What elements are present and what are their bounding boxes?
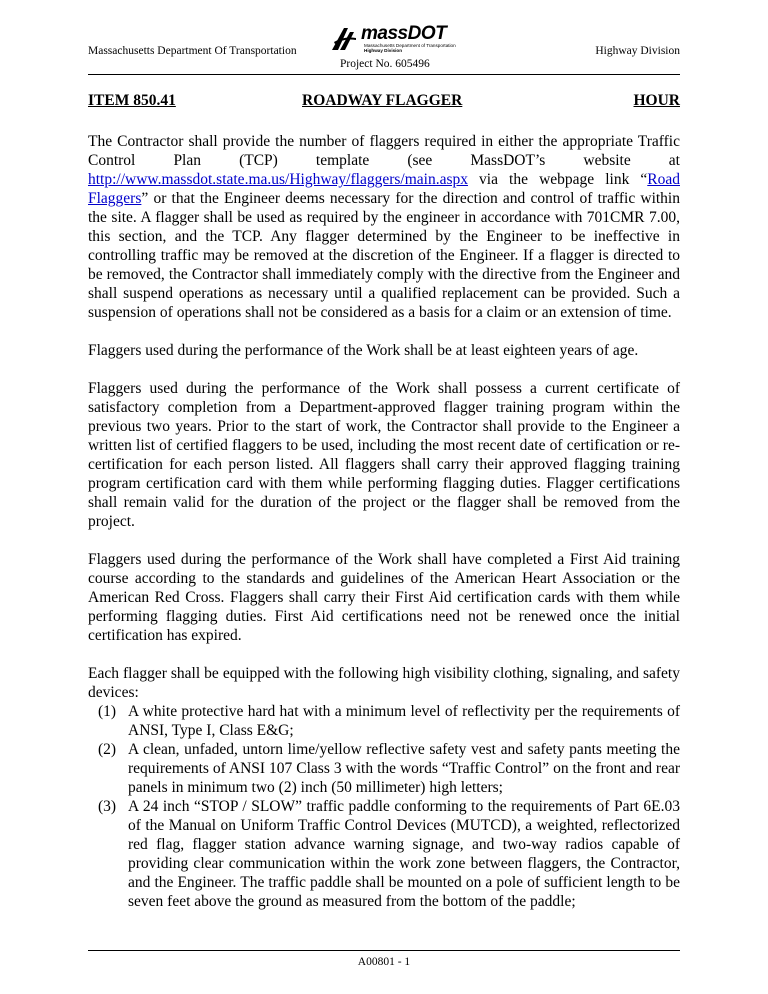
logo-division: Highway Division bbox=[364, 48, 403, 53]
paragraph-flagger-requirements bbox=[88, 132, 680, 322]
item-number: ITEM 850.41 bbox=[88, 92, 176, 109]
massdot-logo bbox=[316, 24, 476, 54]
header-agency: Massachusetts Department Of Transportation bbox=[88, 45, 297, 57]
list-item bbox=[88, 702, 680, 740]
paragraph-text: via the webpage link “ bbox=[467, 171, 648, 188]
list-item bbox=[88, 797, 680, 911]
list-text: A white protective hard hat with a minimum level of reflectivity per the requirements of ANSI, Type I, Class E&G; bbox=[128, 703, 680, 739]
item-unit: HOUR bbox=[633, 92, 680, 109]
list-number: (1) bbox=[98, 703, 117, 720]
list-number: (2) bbox=[98, 741, 117, 758]
header-division: Highway Division bbox=[595, 45, 680, 57]
footer-divider bbox=[88, 950, 680, 951]
logo-subtitle: Massachusetts Department of Transportation bbox=[364, 43, 456, 48]
equipment-list bbox=[88, 702, 680, 911]
paragraph-text: ” or that the Engineer deems necessary for the direction and control of traffic within the site. A flagger shall be used as required by the engineer in accordance with 701CMR 7.00, this section, and the TCP. Any flagger determined by the Engineer to be ineffective in controlling traffic may be removed at the discretion of the Engineer. If a flagger is directed to be removed, the Contractor shall immediately comply with the directive from the Engineer and shall suspend operations as necessary until a qualified replacement can be provided. Such a suspension of operations shall not be considered as a basis for a claim or an extension of time. bbox=[88, 190, 680, 321]
road-flaggers-link[interactable]: Road Flaggers bbox=[88, 171, 680, 207]
header-divider bbox=[88, 74, 680, 75]
paragraph-text: The Contractor shall provide the number of flaggers required in either the appropriate Traffic Control Plan (TCP) template (see MassDOT’s website at bbox=[88, 133, 680, 169]
paragraph-first-aid: Flaggers used during the performance of the Work shall have completed a First Aid training course according to the standards and guidelines of the American Heart Association or the American Red Cross. Flaggers shall carry their First Aid certification cards with them while performing flagging duties. First Aid certifications need not be renewed once the initial certification has expired. bbox=[88, 551, 680, 644]
list-text: A clean, unfaded, untorn lime/yellow reflective safety vest and safety pants meeting the requirements of ANSI 107 Class 3 with the words “Traffic Control” on the front and rear panels in minimum two (2) inch (50 millimeter) high letters; bbox=[128, 741, 680, 796]
item-heading bbox=[88, 92, 680, 112]
list-item bbox=[88, 740, 680, 797]
logo-wordmark: massDOT bbox=[361, 23, 447, 44]
flaggers-url-link[interactable]: http://www.massdot.state.ma.us/Highway/flaggers/main.aspx bbox=[88, 171, 468, 188]
list-text: A 24 inch “STOP / SLOW” traffic paddle conforming to the requirements of Part 6E.03 of the Manual on Uniform Traffic Control Devices (MUTCD), a weighted, reflectorized red flag, flagger station advance warning signage, and two-way radios capable of providing clear communication within the work zone between flaggers, the Contractor, and the Engineer. The traffic paddle shall be mounted on a pole of sufficient length to be seven feet above the ground as measured from the bottom of the paddle; bbox=[128, 798, 680, 910]
document-body bbox=[88, 132, 680, 911]
list-number: (3) bbox=[98, 798, 117, 815]
paragraph-equipment-intro: Each flagger shall be equipped with the following high visibility clothing, signaling, and safety devices: bbox=[88, 665, 680, 701]
item-title: ROADWAY FLAGGER bbox=[302, 92, 463, 109]
project-number: Project No. 605496 bbox=[340, 58, 430, 70]
paragraph-certification: Flaggers used during the performance of the Work shall possess a current certificate of satisfactory completion from a Department-approved flagger training program within the previous two years. Prior to the start of work, the Contractor shall provide to the Engineer a written list of certified flaggers to be used, including the most recent date of certification or re-certification for each person listed. All flaggers shall carry their approved flagging training program certification card with them while performing flagging duties. Flagger certifications shall remain valid for the duration of the project or the flagger shall be removed from the project. bbox=[88, 380, 680, 530]
page-footer: A00801 - 1 bbox=[357, 956, 411, 968]
massdot-swoosh-icon bbox=[330, 26, 358, 52]
paragraph-age: Flaggers used during the performance of the Work shall be at least eighteen years of age. bbox=[88, 342, 639, 359]
